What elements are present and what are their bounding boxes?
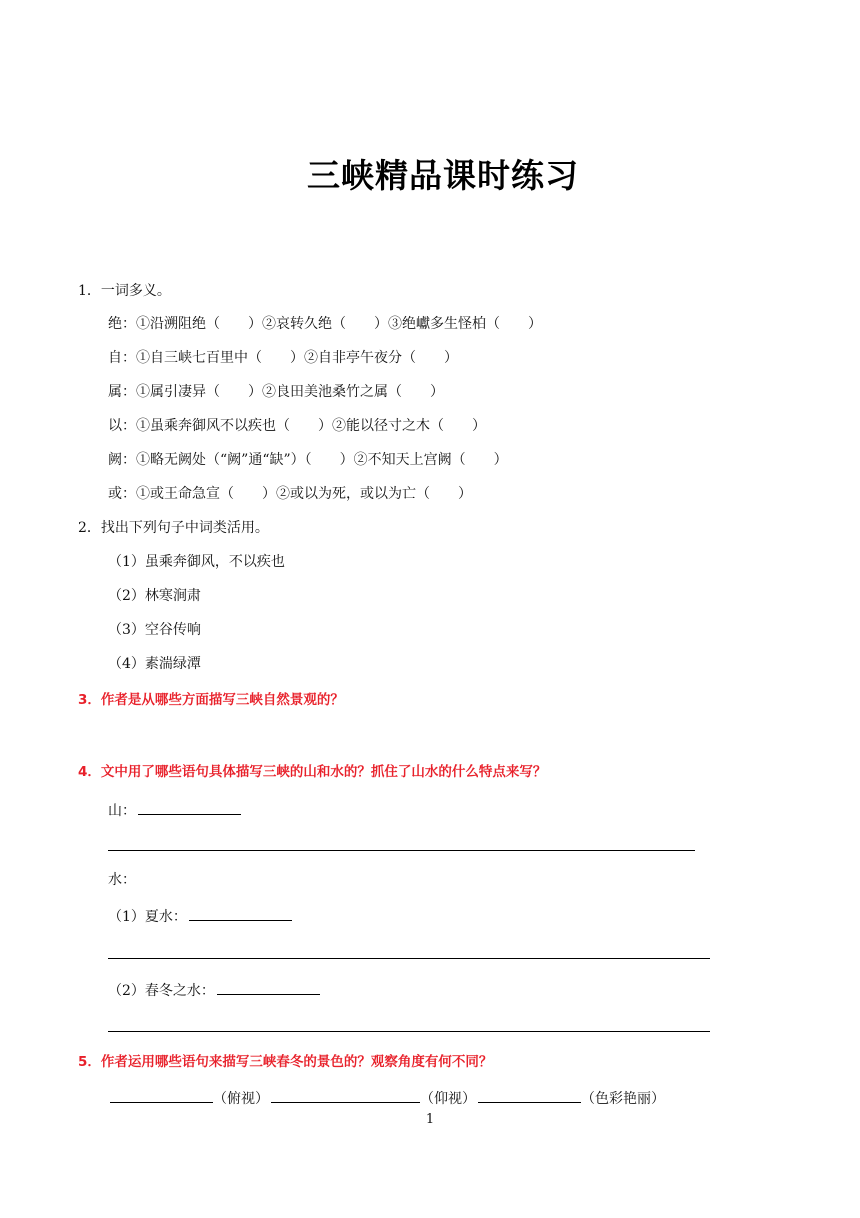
mountain-answer-line[interactable]: [108, 850, 695, 851]
q5-tag-colorful: （色彩艳丽）: [581, 1091, 665, 1107]
q4-summer-row: [108, 906, 292, 927]
q2-item-2: （2）林寒涧肃: [108, 588, 201, 604]
summer-water-answer-blank[interactable]: [189, 906, 292, 921]
summer-water-answer-line[interactable]: [108, 958, 710, 959]
q3-heading: 3．作者是从哪些方面描写三峡自然景观的？: [78, 692, 344, 708]
water-label: 水：: [108, 872, 136, 888]
mountain-label: 山：: [108, 803, 136, 819]
mountain-answer-blank[interactable]: [138, 800, 241, 815]
q1-line-shu: 属：①属引凄异（ ）②良田美池桑竹之属（ ）: [108, 384, 444, 400]
q2-item-1: （1）虽乘奔御风，不以疾也: [108, 554, 285, 570]
q5-heading: 5．作者运用哪些语句来描写三峡春冬的景色的？观察角度有何不同？: [78, 1054, 493, 1070]
page-number: 1: [425, 1112, 435, 1127]
q1-line-yi: 以：①虽乘奔御风不以疾也（ ）②能以径寸之木（ ）: [108, 418, 486, 434]
q1-line-jue: 绝：①沿溯阻绝（ ）②哀转久绝（ ）③绝巘多生怪柏（ ）: [108, 316, 542, 332]
summer-water-label: （1）夏水：: [108, 909, 187, 925]
q1-line-zi: 自：①自三峡七百里中（ ）②自非亭午夜分（ ）: [108, 350, 458, 366]
q1-heading: 1．一词多义。: [78, 283, 171, 299]
q1-line-huo: 或：①或王命急宣（ ）②或以为死，或以为亡（ ）: [108, 486, 472, 502]
q1-line-que: 阙：①略无阙处（“阙”通“缺”）（ ）②不知天上宫阙（ ）: [108, 452, 508, 468]
q2-item-3: （3）空谷传响: [108, 622, 201, 638]
q5-answer-row: [108, 1088, 665, 1109]
q4-spring-row: [108, 980, 320, 1001]
q5-tag-lookup: （仰视）: [420, 1091, 476, 1107]
q5-blank-3[interactable]: [478, 1088, 581, 1103]
q2-heading: 2．找出下列句子中词类活用。: [78, 520, 269, 536]
page-title: 三峡精品课时练习: [307, 156, 579, 195]
q2-item-4: （4）素湍绿潭: [108, 656, 201, 672]
spring-winter-water-label: （2）春冬之水：: [108, 983, 215, 999]
q5-tag-overlook: （俯视）: [213, 1091, 269, 1107]
q4-mountain-row: [108, 800, 241, 821]
spring-winter-water-answer-blank[interactable]: [217, 980, 320, 995]
spring-winter-answer-line[interactable]: [108, 1031, 710, 1032]
q5-blank-1[interactable]: [110, 1088, 213, 1103]
q5-blank-2[interactable]: [271, 1088, 420, 1103]
q4-heading: 4．文中用了哪些语句具体描写三峡的山和水的？抓住了山水的什么特点来写？: [78, 764, 547, 780]
